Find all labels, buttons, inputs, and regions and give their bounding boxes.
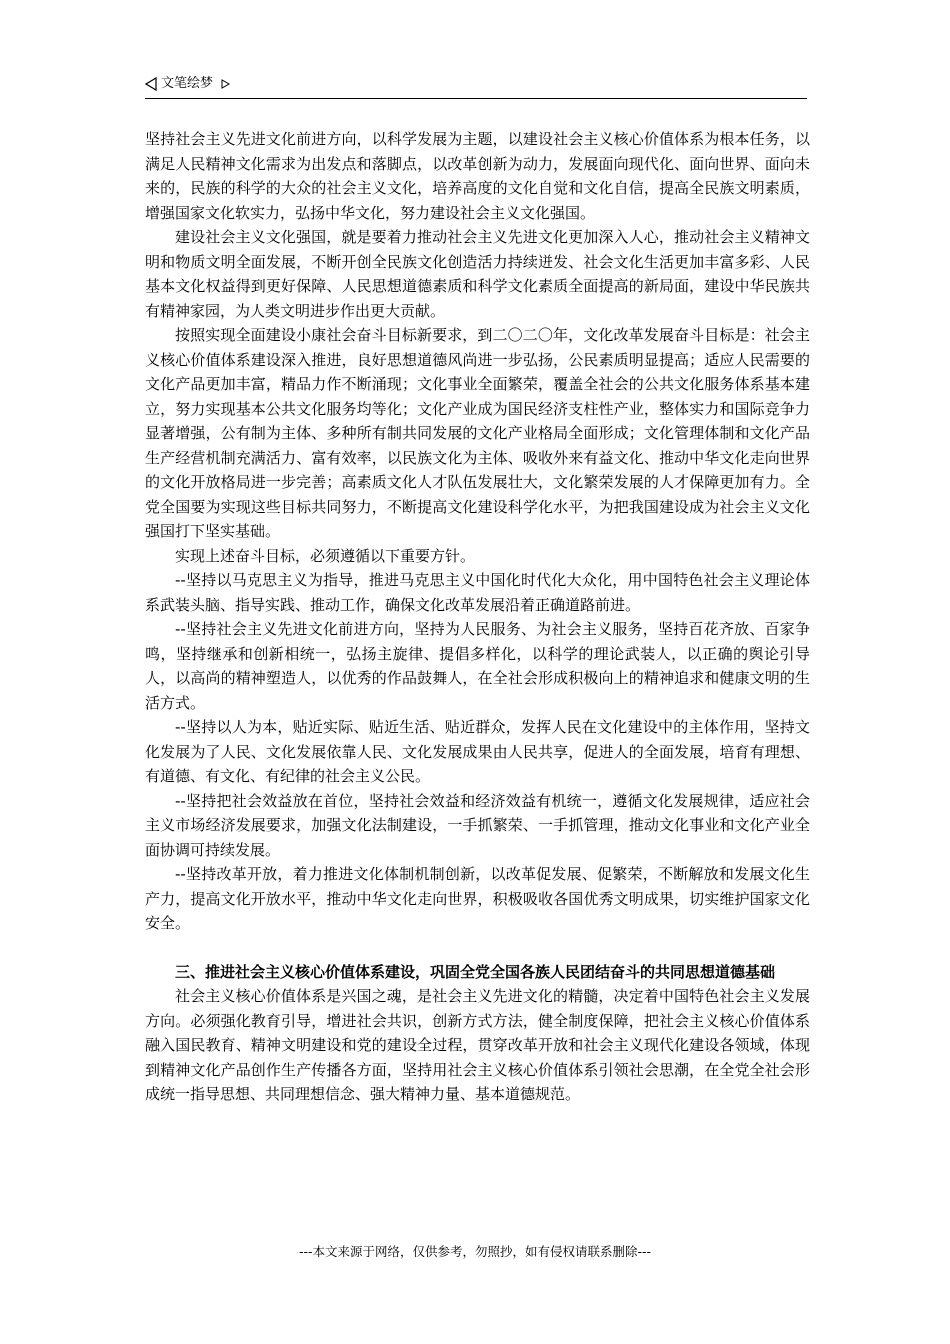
paragraph-2: 建设社会主义文化强国，就是要着力推动社会主义先进文化更加深入人心，推动社会主义精神文明和物质文明全面发展，不断开创全民族文化创造活力持续迸发、社会文化生活更加丰富多彩、人民基本文化权益得到更好保障、人民思想道德素质和科学文化素质全面提高的新局面，建设中华民族共有精神家园，为人类文明进步作出更大贡献。: [145, 228, 810, 320]
triangle-right-outline-icon: [221, 79, 230, 89]
paragraph-section-3: 社会主义核心价值体系是兴国之魂，是社会主义先进文化的精髓，决定着中国特色社会主义发展方向。必须强化教育引导，增进社会共识，创新方式方法，健全制度保障，把社会主义核心价值体系融入国民教育、精神文明建设和党的建设全过程，贯穿改革开放和社会主义现代化建设各领域，体现到精神文化产品创作生产传播各方面，坚持用社会主义核心价值体系引领社会思潮，在全党全社会形成统一指导思想、共同理想信念、强大精神力量、基本道德规范。: [145, 987, 810, 1103]
page-header: [145, 72, 807, 99]
principle-2: --坚持社会主义先进文化前进方向，坚持为人民服务、为社会主义服务，坚持百花齐放、百家争鸣，坚持继承和创新相统一，弘扬主旋律、提倡多样化，以科学的理论武装人，以正确的舆论引导人，以高尚的精神塑造人，以优秀的作品鼓舞人，在全社会形成积极向上的精神追求和健康文明的生活方式。: [145, 620, 810, 712]
paragraph-4: 实现上述奋斗目标，必须遵循以下重要方针。: [175, 546, 476, 565]
paragraph-1: 坚持社会主义先进文化前进方向，以科学发展为主题，以建设社会主义核心价值体系为根本任务，以满足人民精神文化需求为出发点和落脚点，以改革创新为动力，发展面向现代化、面向世界、面向未来的，民族的科学的大众的社会主义文化，培养高度的文化自觉和文化自信，提高全民族文明素质，增强国家文化软实力，弘扬中华文化，努力建设社会主义文化强国。: [145, 130, 810, 222]
section-heading: 三、推进社会主义核心价值体系建设，巩固全党全国各族人民团结奋斗的共同思想道德基础: [175, 962, 776, 981]
principle-4: --坚持把社会效益放在首位，坚持社会效益和经济效益有机统一，遵循文化发展规律，适应社会主义市场经济发展要求，加强文化法制建设，一手抓繁荣、一手抓管理，推动文化事业和文化产业全面协调可持续发展。: [145, 791, 810, 859]
header-inner: [145, 76, 230, 92]
triangle-left-outline-icon: [145, 77, 157, 91]
document-body: [145, 127, 810, 1107]
principle-5: --坚持改革开放，着力推进文化体制机制创新，以改革促发展、促繁荣，不断解放和发展文化生产力，提高文化开放水平，推动中华文化走向世界，积极吸收各国优秀文明成果，切实维护国家文化安全。: [145, 865, 810, 932]
header-title: 文笔绘梦: [161, 76, 214, 91]
paragraph-3: 按照实现全面建设小康社会奋斗目标新要求，到二〇二〇年，文化改革发展奋斗目标是：社会主义核心价值体系建设深入推进，良好思想道德风尚进一步弘扬，公民素质明显提高；适应人民需要的文化产品更加丰富，精品力作不断涌现；文化事业全面繁荣，覆盖全社会的公共文化服务体系基本建立，努力实现基本公共文化服务均等化；文化产业成为国民经济支柱性产业，整体实力和国际竞争力显著增强，公有制为主体、多种所有制共同发展的文化产业格局全面形成；文化管理体制和文化产品生产经营机制充满活力、富有效率，以民族文化为主体、吸收外来有益文化、推动中华文化走向世界的文化开放格局进一步完善；高素质文化人才队伍发展壮大，文化繁荣发展的人才保障更加有力。全党全国要为实现这些目标共同努力，不断提高文化建设科学化水平，为把我国建设成为社会主义文化强国打下坚实基础。: [145, 326, 810, 540]
principle-3: --坚持以人为本，贴近实际、贴近生活、贴近群众，发挥人民在文化建设中的主体作用，坚持文化发展为了人民、文化发展依靠人民、文化发展成果由人民共享，促进人的全面发展，培育有理想、有道德、有文化、有纪律的社会主义公民。: [145, 718, 810, 785]
page-footer: ---本文来源于网络，仅供参考，勿照抄，如有侵权请联系删除---: [298, 1244, 652, 1259]
principle-1: --坚持以马克思主义为指导，推进马克思主义中国化时代化大众化，用中国特色社会主义理论体系武装头脑、指导实践、推动工作，确保文化改革发展沿着正确道路前进。: [145, 571, 810, 614]
